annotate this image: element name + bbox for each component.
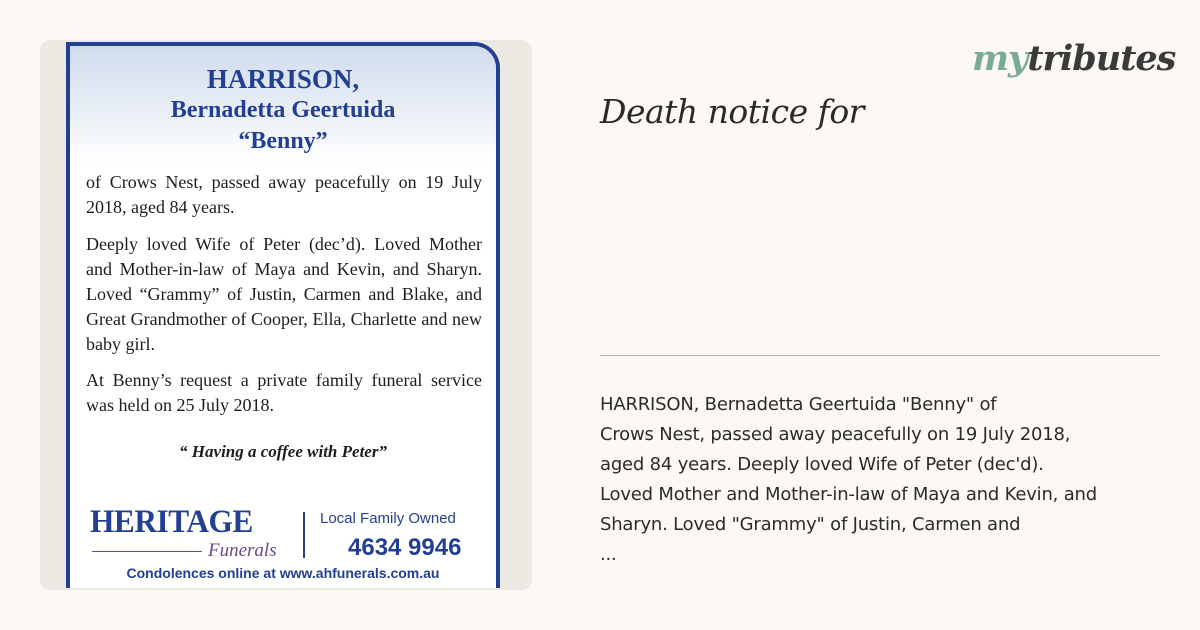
notice-paragraph: of Crows Nest, passed away peacefully on 19 July 2018, aged 84 years. [86,172,482,217]
notice-summary-text: HARRISON, Bernadetta Geertuida "Benny" of Crows Nest, passed away peacefully on 19 July 2018, aged 84 years. Deeply loved Wife of Peter (dec'd). Loved Mother and Mother-in-law of Maya and Kevin, and Sharyn. Loved "Grammy" of Justin, Carmen and ... [600,394,1097,565]
section-divider [600,355,1160,356]
funeral-director-tagline: Local Family Owned [320,510,456,527]
notice-header [70,46,496,164]
notice-quote: “ Having a coffee with Peter” [179,442,387,461]
vertical-divider [303,512,305,558]
notice-surname: HARRISON, [206,64,360,94]
brand-part-tributes: tributes [1027,38,1176,79]
death-notice-image [66,42,500,588]
funeral-director-name: HERITAGE [90,504,253,540]
mytributes-logo[interactable] [972,38,1175,79]
notice-paragraph: At Benny’s request a private family funeral service was held on 25 July 2018. [86,370,482,415]
funeral-director-sub: Funerals [208,540,277,561]
notice-nickname: “Benny” [238,128,328,154]
funeral-director-logo [90,504,290,566]
notice-given-names: Bernadetta Geertuida [170,97,396,123]
condolences-url: Condolences online at www.ahfunerals.com.au [126,565,440,581]
funeral-director-phone: 4634 9946 [348,534,462,561]
brand-part-my: my [972,38,1028,79]
notice-paragraph: Deeply loved Wife of Peter (dec’d). Loved Mother and Mother-in-law of Maya and Kevin, and Sharyn. Loved “Grammy” of Justin, Carmen and Blake, and Great Grandmother of Cooper, Ella, Charlette and new baby girl. [86,234,482,354]
logo-divider-line [92,551,202,552]
page-heading: Death notice for [600,92,864,131]
